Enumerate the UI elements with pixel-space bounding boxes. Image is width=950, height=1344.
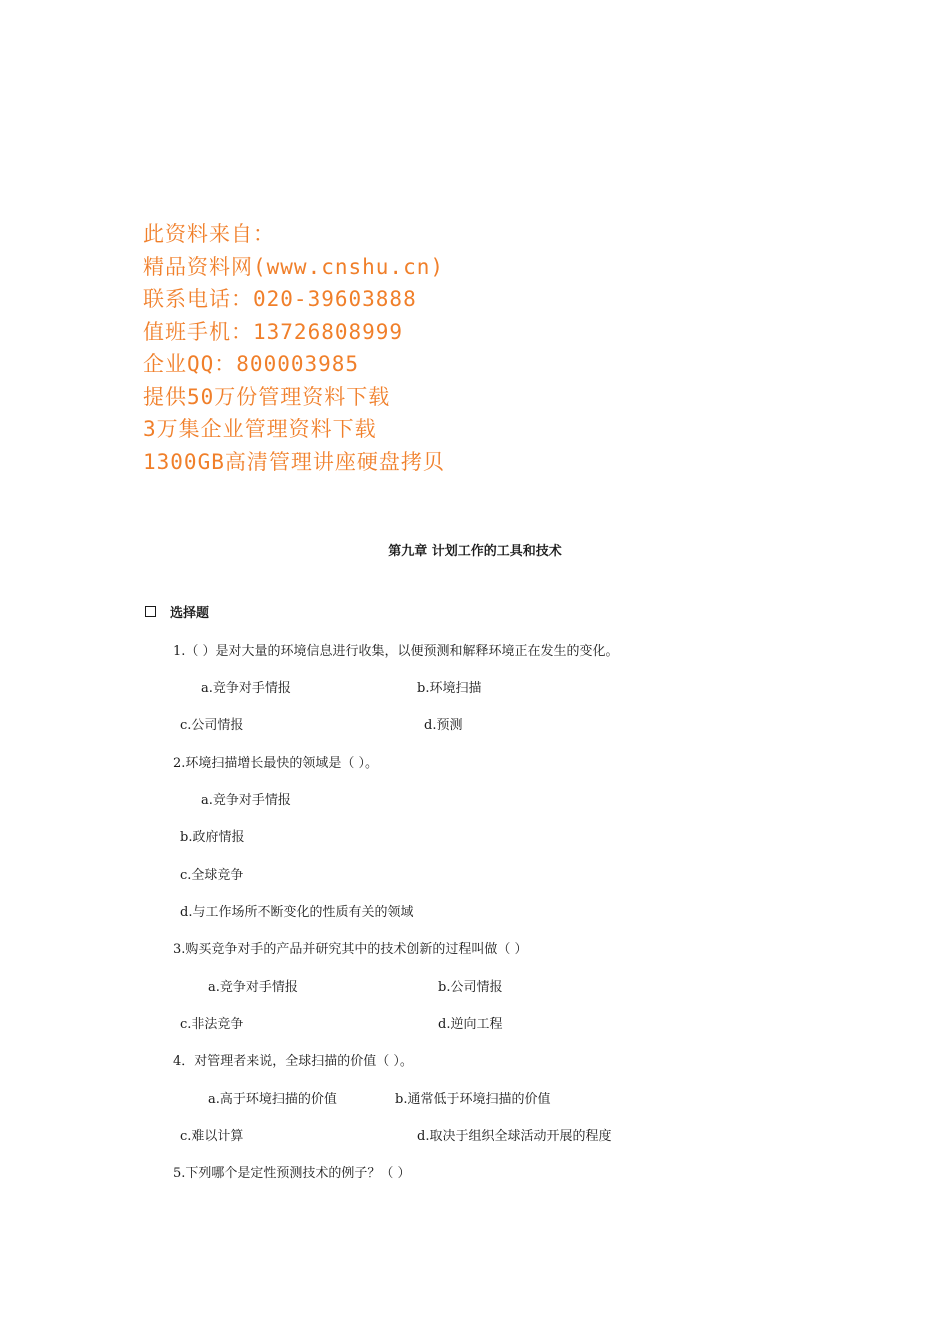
option: c.非法竞争 xyxy=(180,1017,244,1032)
option: d.预测 xyxy=(424,718,463,733)
option: a.竞争对手情报 xyxy=(208,980,298,995)
option: d.与工作场所不断变化的性质有关的领域 xyxy=(180,905,414,920)
section-heading xyxy=(145,602,209,621)
question-stem: 3.购买竞争对手的产品并研究其中的技术创新的过程叫做（ ） xyxy=(173,942,528,957)
option: a.竞争对手情报 xyxy=(201,681,291,696)
option: b.公司情报 xyxy=(438,980,503,995)
section-heading-label: 选择题 xyxy=(170,606,210,621)
option: b.通常低于环境扫描的价值 xyxy=(395,1092,551,1107)
option: d.取决于组织全球活动开展的程度 xyxy=(417,1129,612,1144)
promo-line: 提供50万份管理资料下载 xyxy=(143,385,391,409)
option: b.环境扫描 xyxy=(417,681,482,696)
option: a.竞争对手情报 xyxy=(201,793,291,808)
promo-line: 企业QQ：800003985 xyxy=(143,352,360,376)
option: c.公司情报 xyxy=(180,718,244,733)
option: c.全球竞争 xyxy=(180,868,244,883)
checkbox-icon xyxy=(145,606,156,617)
promo-line: 值班手机：13726808999 xyxy=(143,320,404,344)
promo-line: 3万集企业管理资料下载 xyxy=(143,417,377,441)
promo-line: 1300GB高清管理讲座硬盘拷贝 xyxy=(143,450,445,474)
option: d.逆向工程 xyxy=(438,1017,503,1032)
question-stem: 4．对管理者来说，全球扫描的价值（ ）。 xyxy=(173,1054,413,1069)
promo-line: 此资料来自： xyxy=(143,222,275,246)
promo-line: 联系电话：020-39603888 xyxy=(143,287,417,311)
question-stem: 1.（ ）是对大量的环境信息进行收集，以便预测和解释环境正在发生的变化。 xyxy=(173,644,619,659)
option: a.高于环境扫描的价值 xyxy=(208,1092,337,1107)
option: b.政府情报 xyxy=(180,830,245,845)
chapter-title: 第九章 计划工作的工具和技术 xyxy=(388,544,562,559)
option: c.难以计算 xyxy=(180,1129,244,1144)
question-stem: 2.环境扫描增长最快的领域是（ ）。 xyxy=(173,756,379,771)
question-stem: 5.下列哪个是定性预测技术的例子？（ ） xyxy=(173,1166,411,1181)
promo-line: 精品资料网(www.cnshu.cn) xyxy=(143,255,445,279)
